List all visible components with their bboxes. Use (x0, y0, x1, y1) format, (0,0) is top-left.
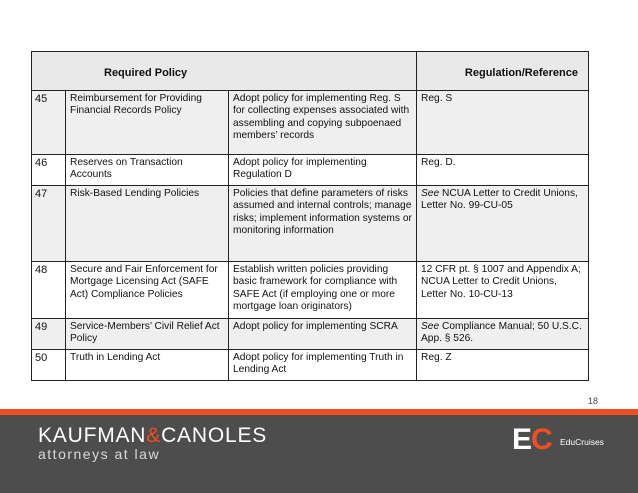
ec-logo-mark (512, 423, 552, 457)
ref-text: Reg. S (421, 93, 453, 104)
table-row (32, 155, 589, 186)
table-row (32, 319, 589, 350)
table-row (32, 262, 589, 319)
row-number: 45 (32, 91, 66, 155)
row-number: 50 (32, 350, 66, 381)
row-policy: Secure and Fair Enforcement for Mortgage Licensing Act (SAFE Act) Compliance Policies (66, 262, 229, 319)
ref-italic: See (421, 321, 440, 332)
row-action: Adopt policy for implementing SCRA (229, 319, 417, 350)
firm-name-right: CANOLES (161, 424, 268, 447)
row-reference (417, 91, 589, 155)
firm-name (38, 424, 267, 448)
row-reference (417, 155, 589, 186)
row-policy: Truth in Lending Act (66, 350, 229, 381)
ref-text: Reg. D. (421, 157, 456, 168)
educruises-name: EduCruises (560, 437, 604, 447)
ref-italic: See (421, 188, 440, 199)
firm-tagline: attorneys at law (38, 446, 161, 462)
row-action: Policies that define parameters of risks assumed and internal controls; manage risks; implement information systems or monitoring information (229, 186, 417, 262)
header-regulation-reference: Regulation/Reference (417, 52, 589, 91)
ec-mark-c: C (531, 423, 552, 456)
firm-name-amp: & (146, 424, 162, 447)
row-action: Establish written policies providing basic framework for compliance with SAFE Act (if employing one or more mortgage loan originators) (229, 262, 417, 319)
row-action: Adopt policy for implementing Truth in Lending Act (229, 350, 417, 381)
ref-text: Compliance Manual; 50 U.S.C. App. § 526. (421, 321, 582, 345)
table-header-row (32, 52, 589, 91)
row-policy: Service-Members’ Civil Relief Act Policy (66, 319, 229, 350)
ref-text: NCUA Letter to Credit Unions, Letter No. 99-CU-05 (421, 188, 578, 212)
row-action: Adopt policy for implementing Reg. S for collecting expenses associated with assembling and copying subpoenaed members’ records (229, 91, 417, 155)
header-required-policy: Required Policy (32, 52, 417, 91)
kaufman-canoles-logo (38, 424, 267, 462)
row-reference (417, 262, 589, 319)
row-reference (417, 350, 589, 381)
row-reference (417, 186, 589, 262)
row-policy: Risk-Based Lending Policies (66, 186, 229, 262)
ec-mark-e: E (512, 423, 532, 456)
row-number: 46 (32, 155, 66, 186)
table-row (32, 91, 589, 155)
row-reference (417, 319, 589, 350)
row-number: 49 (32, 319, 66, 350)
row-number: 48 (32, 262, 66, 319)
row-policy: Reimbursement for Providing Financial Records Policy (66, 91, 229, 155)
row-number: 47 (32, 186, 66, 262)
page-number: 18 (587, 396, 598, 406)
table-row (32, 186, 589, 262)
firm-name-left: KAUFMAN (38, 424, 147, 447)
educruises-logo (512, 423, 607, 457)
ref-text: 12 CFR pt. § 1007 and Appendix A; NCUA Letter to Credit Unions, Letter No. 10-CU-13 (421, 264, 581, 300)
ref-text: Reg. Z (421, 352, 452, 363)
row-action: Adopt policy for implementing Regulation D (229, 155, 417, 186)
policy-table (31, 51, 589, 381)
row-policy: Reserves on Transaction Accounts (66, 155, 229, 186)
table-row (32, 350, 589, 381)
